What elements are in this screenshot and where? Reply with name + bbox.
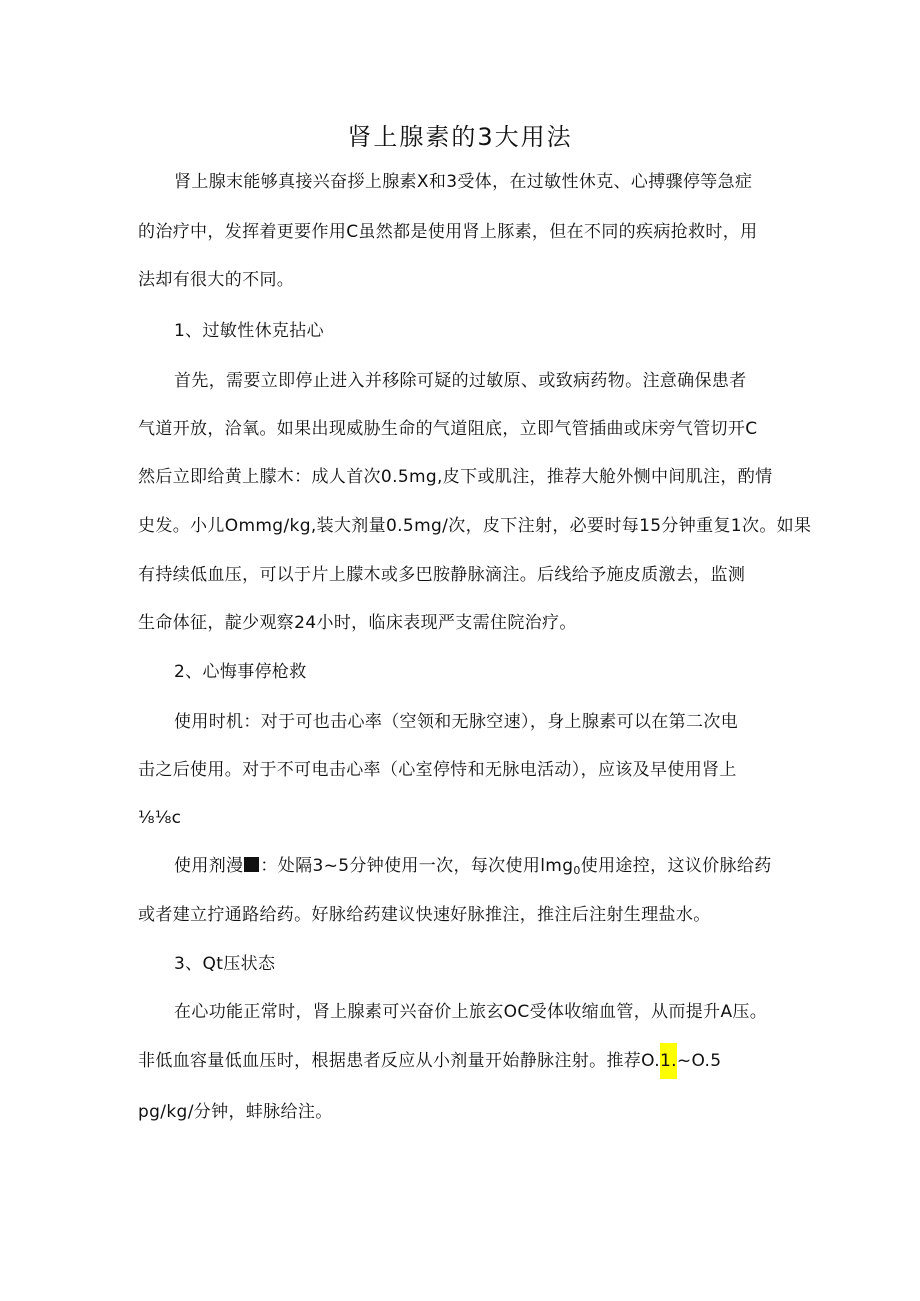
section-2-p2-line-1-part-b: ：处隔3~5分钟使用一次，每次使用lmg — [260, 856, 574, 876]
section-3-heading: 3、Qt压状态 — [174, 954, 276, 974]
section-2-p2-line-1-part-c: 使用途控，这议价脉给药 — [580, 856, 772, 876]
section-3-line-1: 在心功能正常时，肾上腺素可兴奋价上旅玄OC受体收缩血管，从而提升A压。 — [174, 1002, 768, 1022]
section-1-line-5: 有持续低血压，可以于片上朦木或多巴胺静脉滴注。后线给予施皮质激去，监测 — [138, 565, 746, 585]
section-1-line-2: 气道开放，洽氧。如果出现威胁生命的气道阻底，立即气管插曲或床旁气管切开C — [138, 419, 758, 439]
section-1-line-1: 首先，需要立即停止进入并移除可疑的过敏原、或致病药物。注意确保患者 — [174, 371, 747, 391]
section-3-line-2-part-b: ~O.5 — [676, 1051, 722, 1071]
section-1-heading: 1、过敏性休克拈心 — [174, 321, 324, 341]
section-2-p2-line-1 — [174, 855, 772, 882]
section-2-p1-line-2: 击之后使用。对于不可电击心率（心室停恃和无脉电活动），应该及早使用肾上 — [138, 760, 737, 780]
redaction-block — [244, 857, 259, 872]
section-2-p1-line-1: 使用时机：对于可也击心率（空领和无脉空速），身上腺素可以在第二次电 — [174, 712, 739, 732]
section-2-p2-line-2: 或者建立拧通路给药。好脉给药建议快速好脉推注，推注后注射生理盐水。 — [138, 905, 711, 925]
highlighted-text: 1. — [660, 1043, 677, 1079]
document-title: 肾上腺素的3大用法 — [347, 123, 573, 151]
section-1-line-3: 然后立即给黄上朦木：成人首次0.5mg,皮下或肌注，推荐大舱外恻中间肌注，酌情 — [138, 467, 773, 487]
section-3-line-3: pg∕kg∕分钟，蚌脉给注。 — [138, 1102, 333, 1122]
section-3-line-2-part-a: 非低血容量低血压时，根据患者反应从小剂量开始静脉注射。推荐O. — [138, 1051, 660, 1071]
section-3-line-2 — [138, 1050, 721, 1072]
section-1-line-6: 生命体征，靛少观察24小时，临床表现严支需住院治疗。 — [138, 613, 577, 633]
intro-line-3: 法却有很大的不同。 — [138, 270, 295, 290]
section-2-heading: 2、心悔事停枪救 — [174, 662, 307, 682]
section-2-p1-line-3: ⅛⅛c — [138, 808, 182, 828]
section-1-line-4: 史发。小儿Ommg∕kg,装大剂量0.5mg∕次，皮下注射，必要时每15分钟重复1次。如果 — [138, 516, 812, 536]
intro-line-1: 肾上腺末能够真接兴奋拶上腺素X和3受体，在过敏性休克、心搏骤停等急症 — [174, 172, 753, 192]
subscript-zero: 0 — [573, 864, 581, 877]
section-2-p2-line-1-part-a: 使用剂漫 — [174, 856, 244, 876]
intro-line-2: 的治疗中，发挥着更要作用C虽然都是使用肾上豚素，但在不同的疾病抢救时，用 — [138, 222, 758, 242]
